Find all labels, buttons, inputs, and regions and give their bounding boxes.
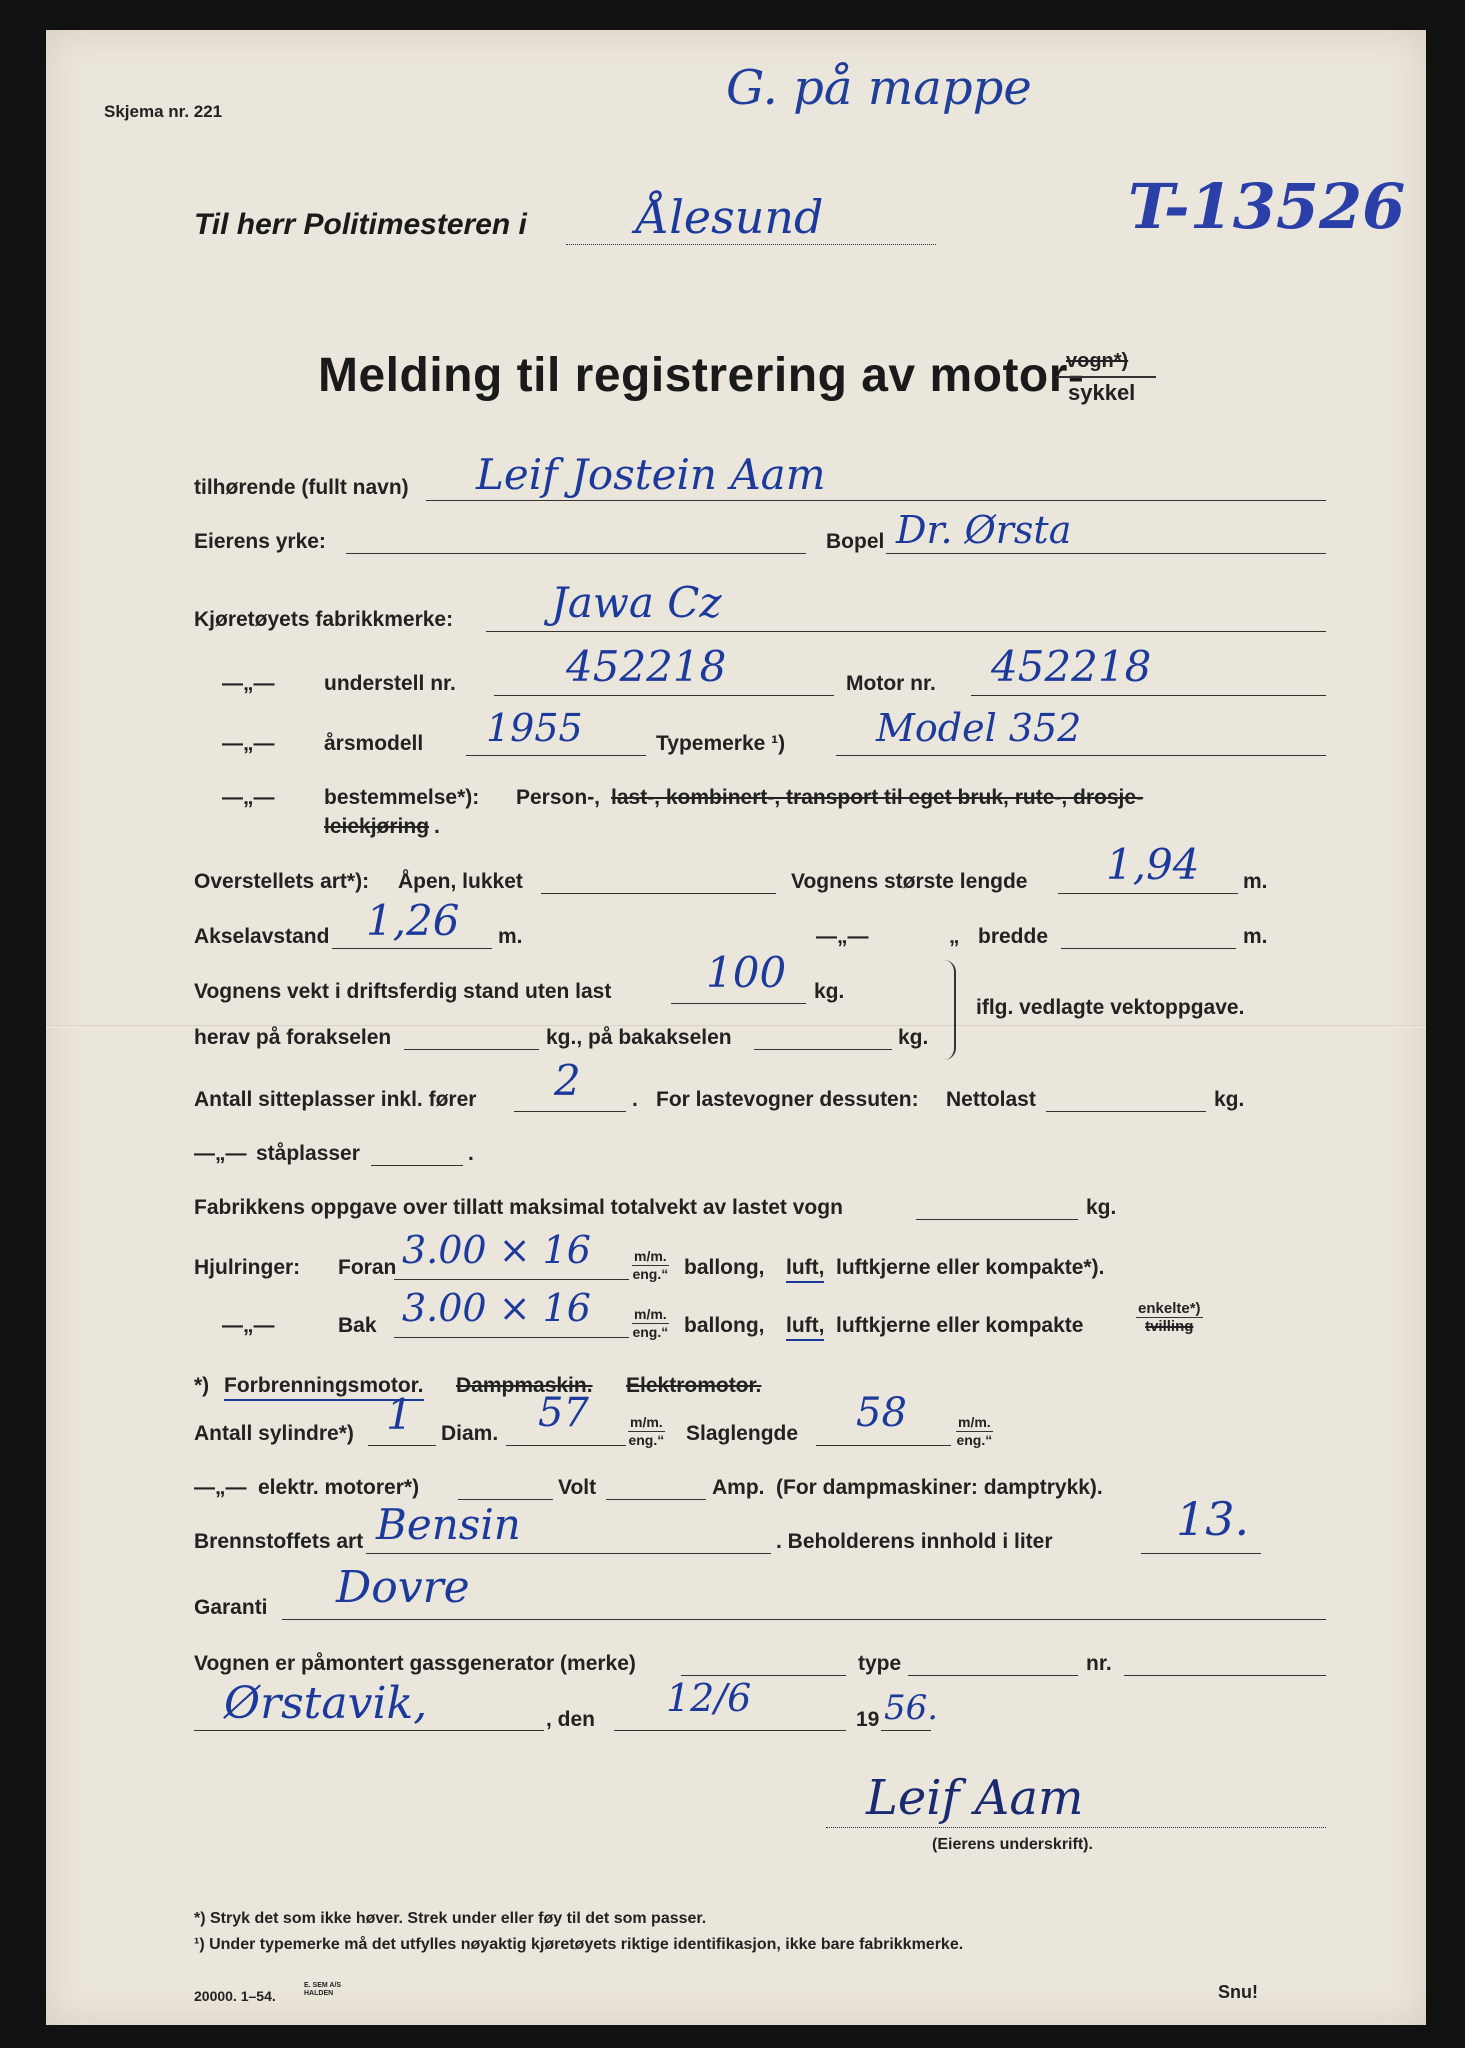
seats-line (514, 1111, 626, 1112)
standing-label: ståplasser (256, 1142, 360, 1165)
residence-label: Bopel (826, 530, 885, 553)
front-axle-unit: kg., på bakakselen (546, 1026, 732, 1049)
tyres-label: Hjulringer: (194, 1256, 301, 1279)
date-line (614, 1730, 846, 1731)
engine-kind-kept: Forbrenningsmotor. (224, 1374, 424, 1401)
length-label: Vognens største lengde (791, 870, 1028, 893)
engine-kind-prefix: *) (194, 1374, 210, 1397)
ditto-electric: —„— (194, 1476, 247, 1499)
gas-nr-label: nr. (1086, 1652, 1112, 1675)
printer-info: 20000. 1–54. (194, 1988, 276, 2004)
occupation-line (346, 553, 806, 554)
max-weight-unit: kg. (1086, 1196, 1117, 1219)
chassis-line (494, 695, 834, 696)
purpose-period: . (434, 815, 440, 838)
tyres-rear-value: 3.00 × 16 (402, 1286, 591, 1330)
guarantee-line (282, 1619, 1326, 1620)
ditto-width: —„— (816, 925, 869, 948)
owner-label: tilhørende (fullt navn) (194, 476, 409, 499)
cylinders-label: Antall sylindre*) (194, 1422, 354, 1445)
wheelbase-unit: m. (498, 925, 523, 948)
gas-type-line (908, 1675, 1078, 1676)
residence-line (886, 553, 1326, 554)
make-line (486, 631, 1326, 632)
place-line (194, 1730, 544, 1731)
motor-label: Motor nr. (846, 672, 936, 695)
purpose-kept: Person-, (516, 786, 601, 809)
type-line (836, 755, 1326, 756)
engine-kind-struck-2: Elektromotor. (626, 1374, 762, 1397)
date-value: 12/6 (666, 1676, 752, 1720)
tyres-front-value: 3.00 × 16 (402, 1228, 591, 1272)
purpose-struck-1: last-, kombinert-, transport til eget bruk, rute-, drosje- (611, 786, 1144, 809)
ditto-year: —„— (222, 732, 275, 755)
handwritten-note: G. på mappe (726, 60, 1032, 116)
purpose-struck-2: leiekjøring (324, 815, 430, 838)
residence-value: Dr. Ørsta (896, 508, 1072, 552)
signature-caption: (Eierens underskrift). (932, 1836, 1093, 1853)
tyres-front-unit: m/m. eng.“ (632, 1248, 669, 1282)
cargo-label: For lastevogner dessuten: (656, 1088, 919, 1111)
diam-line (506, 1445, 626, 1446)
gas-nr-line (1124, 1675, 1326, 1676)
title-fraction-line (1056, 376, 1156, 378)
fuel-label: Brennstoffets art (194, 1530, 364, 1553)
weight-note: iflg. vedlagte vektoppgave. (976, 996, 1245, 1019)
gas-type-label: type (858, 1652, 902, 1675)
stroke-label: Slaglengde (686, 1422, 799, 1445)
length-unit: m. (1243, 870, 1268, 893)
tank-label: . Beholderens innhold i liter (776, 1530, 1053, 1553)
fuel-line (366, 1553, 771, 1554)
standing-period: . (468, 1142, 474, 1165)
tyres-rear-label: Bak (338, 1314, 377, 1337)
weight-brace (944, 960, 956, 1060)
ditto-purpose: —„— (222, 786, 275, 809)
body-type-line (541, 893, 776, 894)
owner-signature: Leif Aam (866, 1770, 1084, 1826)
addressee-value: Ålesund (636, 190, 824, 244)
tyres-rear-unit: m/m. eng.“ (632, 1306, 669, 1340)
length-value: 1,94 (1106, 840, 1200, 889)
tyres-front-line (394, 1279, 629, 1280)
registration-number: T-13526 (1128, 170, 1406, 243)
tyres-front-desc: luftkjerne eller kompakte*). (836, 1256, 1105, 1279)
volt-label: Volt (558, 1476, 597, 1499)
chassis-value: 452218 (566, 642, 727, 691)
front-axle-line (404, 1049, 539, 1050)
diam-value: 57 (538, 1390, 589, 1436)
purpose-label: bestemmelse*): (324, 786, 480, 809)
owner-line (426, 500, 1326, 501)
tyres-front-ballong: ballong, (684, 1256, 765, 1279)
wheelbase-label: Akselavstand (194, 925, 330, 948)
width-unit: m. (1243, 925, 1268, 948)
body-type-label: Overstellets art*): (194, 870, 370, 893)
chassis-label: understell nr. (324, 672, 456, 695)
tyres-rear-desc: luftkjerne eller kompakte (836, 1314, 1084, 1337)
gas-label: Vognen er påmontert gassgenerator (merke) (194, 1652, 636, 1675)
cylinders-value: 1 (386, 1390, 413, 1439)
title-sykkel: sykkel (1068, 380, 1136, 405)
year-suffix-line (881, 1730, 931, 1731)
year-value: 1955 (486, 706, 583, 750)
diam-unit: m/m. eng.“ (628, 1414, 665, 1448)
amp-label: Amp. (712, 1476, 765, 1499)
guarantee-label: Garanti (194, 1596, 268, 1619)
occupation-label: Eierens yrke: (194, 530, 326, 553)
weight-label: Vognens vekt i driftsferdig stand uten last (194, 980, 612, 1003)
year-suffix: 56. (884, 1688, 939, 1728)
weight-unit: kg. (814, 980, 845, 1003)
steam-note: (For dampmaskiner: damptrykk). (776, 1476, 1103, 1499)
year-label: årsmodell (324, 732, 424, 755)
engine-kind-struck-1: Dampmaskin. (456, 1374, 593, 1397)
seats-period: . (632, 1088, 638, 1111)
motor-value: 452218 (991, 642, 1152, 691)
date-den-label: , den (546, 1708, 596, 1731)
tank-value: 13. (1176, 1492, 1250, 1546)
tyres-front-label: Foran (338, 1256, 397, 1279)
stroke-value: 58 (856, 1390, 907, 1436)
make-value: Jawa Cz (551, 578, 722, 627)
electric-label: elektr. motorer*) (258, 1476, 420, 1499)
rear-axle-unit: kg. (898, 1026, 929, 1049)
tyres-rear-ballong: ballong, (684, 1314, 765, 1337)
width-line (1061, 948, 1236, 949)
year-line (466, 755, 646, 756)
owner-value: Leif Jostein Aam (476, 450, 826, 499)
printer-name: E. SEM A/S HALDEN (304, 1982, 342, 1997)
ditto-standing: —„— (194, 1142, 247, 1165)
form-title: Melding til registrering av motor- (318, 349, 1085, 402)
wheelbase-value: 1,26 (366, 896, 460, 945)
tank-line (1141, 1553, 1261, 1554)
net-load-label: Nettolast (946, 1088, 1036, 1111)
net-load-line (1046, 1111, 1206, 1112)
seats-value: 2 (554, 1056, 581, 1105)
rear-axle-line (754, 1049, 892, 1050)
width-label: bredde (978, 925, 1049, 948)
body-type-options: Åpen, lukket (398, 870, 523, 893)
ditto-chassis: —„— (222, 672, 275, 695)
tyres-rear-line (394, 1337, 629, 1338)
tyres-rear-luft: luft, (786, 1314, 824, 1341)
footnote-1: *) Stryk det som ikke høver. Strek under eller føy til det som passer. (194, 1910, 707, 1927)
tyres-rear-enkelte-tvilling: enkelte*) tvilling (1138, 1300, 1201, 1335)
net-load-unit: kg. (1214, 1088, 1245, 1111)
addressee-label: Til herr Politimesteren i (194, 208, 527, 241)
fuel-value: Bensin (376, 1500, 521, 1549)
standing-line (371, 1165, 463, 1166)
ditto-tyres-rear: —„— (222, 1314, 275, 1337)
max-weight-label: Fabrikkens oppgave over tillatt maksimal totalvekt av lastet vogn (194, 1196, 843, 1219)
tyres-front-luft: luft, (786, 1256, 824, 1283)
seats-label: Antall sitteplasser inkl. fører (194, 1088, 477, 1111)
max-weight-line (916, 1219, 1078, 1220)
length-line (1058, 893, 1238, 894)
footnote-2: ¹) Under typemerke må det utfylles nøyaktig kjøretøyets riktige identifikasjon, ikke bare fabrikkmerke. (194, 1936, 964, 1953)
year-prefix: 19 (856, 1708, 880, 1731)
signature-line (826, 1827, 1326, 1828)
stroke-line (816, 1445, 951, 1446)
wheelbase-line (332, 948, 492, 949)
width-ditto-mark: „ (949, 925, 960, 948)
guarantee-value: Dovre (336, 1562, 470, 1613)
type-value: Model 352 (876, 706, 1082, 750)
title-vogn-struck: vogn*) (1066, 350, 1129, 372)
volt-line (606, 1499, 706, 1500)
type-label: Typemerke ¹) (656, 732, 786, 755)
turn-over: Snu! (1218, 1982, 1258, 2002)
diam-label: Diam. (441, 1422, 499, 1445)
motor-line (971, 695, 1326, 696)
place-value: Ørstavik, (224, 1678, 428, 1729)
make-label: Kjøretøyets fabrikkmerke: (194, 608, 454, 631)
cylinders-line (368, 1445, 436, 1446)
weight-line (671, 1003, 806, 1004)
front-axle-label: herav på forakselen (194, 1026, 392, 1049)
form-sheet (46, 30, 1426, 2025)
stroke-unit: m/m. eng.“ (956, 1414, 993, 1448)
addressee-line (566, 244, 936, 245)
form-number: Skjema nr. 221 (104, 102, 223, 121)
weight-value: 100 (706, 948, 787, 997)
